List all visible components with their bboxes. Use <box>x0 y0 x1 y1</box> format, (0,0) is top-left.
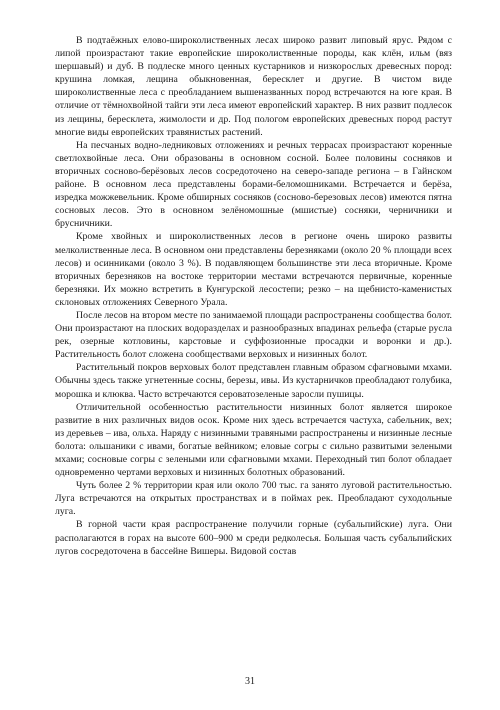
paragraph-linden-forests: В подтаёжных елово-широколиственных лесах широко развит липовый ярус. Рядом с липой произрастают такие европейские широколиственные породы, как клён, ильм (вяз шершавый) и дуб. В подлеске много ценных кустарников и низкорослых древесных пород: крушина ломкая, лещина обыкновенная, бересклет и другие. В чистом виде широколиственные леса с преобладанием вышеназванных пород встречаются на юге края. В отличие от тёмнохвойной тайги эти леса имеют европейский характер. В них развит подлесок из лещины, бересклета, жимолости и др. Под пологом европейских древесных пород растут многие виды европейских травянистых растений. <box>55 35 452 138</box>
paragraph-raised-bogs: Растительный покров верховых болот представлен главным образом сфагновыми мхами. Обычны здесь также угнетенные сосны, березы, ивы. Из кустарничков преобладают голубика, морошка и клюква. Часто встречаются сероватозеленые заросли пушицы. <box>55 362 452 400</box>
paragraph-lowland-bogs: Отличительной особенностью растительности низинных болот является широкое развитие в них различных видов осок. Кроме них здесь встречается частуха, сабельник, вех; из деревьев – ива, ольха. Наряду с низинными травяными распространены и низинные лесные болота: ольшаники с ивами, богатые вейником; еловые согры с сильно развитыми зелеными мхами; сосновые согры с зелеными или сфагновыми мхами. Переходный тип болот обладает одновременно чертами верховых и низинных болотных образований. <box>55 401 452 479</box>
paragraph-mountain-meadows: В горной части края распространение получили горные (субальпийские) луга. Они располагаются в горах на высоте 600–900 м среди редколесья. Большая часть субальпийских лугов сосредоточена в бассейне Вишеры. Видовой состав <box>55 519 452 557</box>
document-page <box>55 34 452 662</box>
paragraph-pine-forests: На песчаных водно-ледниковых отложениях и речных террасах произрастают коренные светлохвойные леса. Они образованы в основном сосной. Более половины сосняков и вторичных сосново-берёзовых лесов сосредоточено на северо-западе региона – в Гайнском районе. В основном леса представлены борами-беломошниками. Встречается и берёза, изредка можжевельник. Кроме обширных сосняков (сосново-березовых лесов) имеются пятна сосновых лесов. Это в основном зелёномошные (мшистые) сосняки, черничники и брусничники. <box>55 139 452 230</box>
paragraph-meadows: Чуть более 2 % территории края или около 700 тыс. га занято луговой растительностью. Луга встречаются на открытых пространствах и в поймах рек. Преобладают суходольные луга. <box>55 480 452 518</box>
page-number: 31 <box>245 676 255 687</box>
paragraph-small-leaved-forests: Кроме хвойных и широколиственных лесов в регионе очень широко развиты мелколиственные леса. В основном они представлены березняками (около 20 % площади всех лесов) и осинниками (около 3 %). В подавляющем большинстве эти леса вторичные. Кроме вторичных березняков на востоке территории местами встречаются первичные, коренные березняки. Их можно встретить в Кунгурской лесостепи; резко – на щебнисто-каменистых склоновых отложениях Северного Урала. <box>55 231 452 308</box>
paragraph-bogs: После лесов на втором месте по занимаемой площади распространены сообщества болот. Они произрастают на плоских водоразделах и разнообразных впадинах рельефа (старые русла рек, озерные котловины, карстовые и суффозионные просадки и воронки и др.). Растительность болот сложена сообществами верховых и низинных болот. <box>55 309 452 361</box>
